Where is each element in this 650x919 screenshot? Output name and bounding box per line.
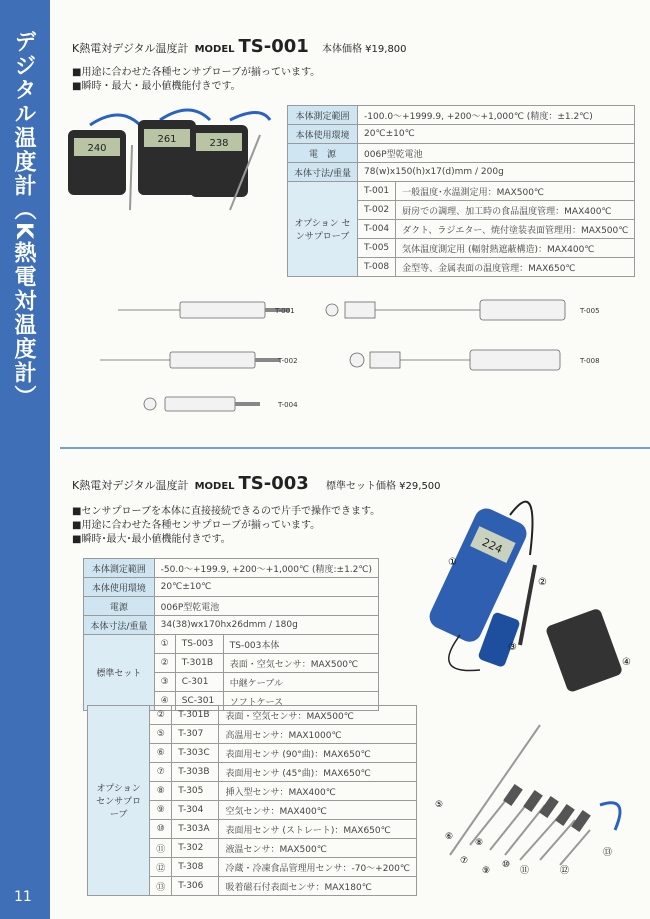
model-name: TS-001: [238, 36, 309, 57]
table-cell: 空気センサ：MAX400℃: [219, 801, 417, 820]
table-row: [288, 163, 635, 182]
marker-label: ③: [508, 642, 517, 653]
table-cell: 高温用センサ：MAX1000℃: [219, 725, 417, 744]
table-cell: 電源: [84, 597, 155, 616]
drawing-part: [100, 300, 565, 411]
table-cell: ③: [154, 673, 175, 692]
marker-label: ⑥: [445, 832, 454, 842]
bullet: ■用途に合わせた各種センサプローブが揃っています。: [72, 67, 321, 78]
marker-label: ②: [538, 577, 547, 588]
ts001-meters-photo: [60, 105, 280, 215]
table-cell: T-303C: [172, 744, 219, 763]
table-cell: 表面・空気センサ：MAX500℃: [223, 654, 378, 673]
table-cell: T-304: [172, 801, 219, 820]
table-row: [288, 106, 635, 125]
table-cell: 表面・空気センサ：MAX500℃: [219, 706, 417, 725]
table-cell: 本体使用環境: [84, 578, 155, 597]
model-name: TS-003: [238, 473, 309, 494]
marker-label: ⑩: [502, 860, 511, 870]
model-label: MODEL: [194, 44, 235, 55]
table-cell: 厨房での調理、加工時の食品温度管理：MAX400℃: [396, 201, 635, 220]
table-cell: ⑨: [150, 801, 172, 820]
table-row: [288, 144, 635, 163]
marker-label: ⑫: [560, 866, 570, 876]
table-cell: ⑪: [150, 839, 172, 858]
table-cell: T-004: [358, 220, 396, 239]
probe-dimension-drawings: [60, 280, 650, 430]
table-cell: 気体温度測定用 (輻射熱遮蔽構造)：MAX400℃: [396, 239, 635, 258]
diagram-label: T-001: [275, 307, 295, 315]
table-cell: T-008: [358, 258, 396, 277]
drawing-part: [503, 784, 591, 832]
table-cell: 電 源: [288, 144, 358, 163]
table-cell: 表面用センサ (45°曲)：MAX650℃: [219, 763, 417, 782]
marker-label: ⑪: [520, 866, 530, 876]
title-prefix: K熱電対デジタル温度計: [72, 42, 189, 55]
ts001-spec-table: [287, 105, 635, 277]
marker-label: ④: [622, 657, 631, 668]
table-cell: ④: [154, 692, 175, 711]
meter-2: [138, 120, 196, 195]
ts003-set-photo: [390, 485, 650, 705]
ts001-bullets: [72, 66, 320, 94]
meter-1: [68, 130, 126, 195]
table-row: [288, 125, 635, 144]
table-cell: ⑥: [150, 744, 172, 763]
section-divider: [60, 447, 650, 449]
table-cell: 標準セット: [84, 635, 155, 711]
table-cell: 006P型乾電池: [154, 597, 378, 616]
table-row: [84, 578, 379, 597]
bullet: ■瞬時・最大・最小値機能付きです。: [72, 81, 241, 92]
diagram-label: T-008: [580, 357, 600, 365]
model-label: MODEL: [194, 481, 235, 492]
table-cell: 本体測定範囲: [84, 559, 155, 578]
table-cell: T-001: [358, 182, 396, 201]
diagram-label: T-004: [278, 401, 298, 409]
marker-label: ⑤: [435, 800, 444, 810]
side-band: [0, 0, 50, 919]
table-cell: TS-003本体: [223, 635, 378, 654]
table-row: [88, 706, 417, 725]
marker-label: ⑨: [482, 866, 491, 876]
table-cell: TS-003: [175, 635, 223, 654]
marker-label: 224: [479, 535, 505, 557]
table-cell: C-301: [175, 673, 223, 692]
marker-label: ⑬: [603, 848, 613, 858]
ts003-spec-table: [83, 558, 379, 711]
table-cell: 吸着磁石付表面センサ：MAX180℃: [219, 877, 417, 896]
ts003-probes-photo: [420, 715, 645, 885]
table-cell: T-305: [172, 782, 219, 801]
table-cell: T-308: [172, 858, 219, 877]
table-cell: 金型等、金属表面の温度管理：MAX650℃: [396, 258, 635, 277]
table-cell: 冷蔵・冷凍食品管理用センサ：-70～+200℃: [219, 858, 417, 877]
table-cell: T-301B: [175, 654, 223, 673]
table-row: [288, 182, 635, 201]
marker-label: 261: [157, 134, 177, 145]
table-cell: T-302: [172, 839, 219, 858]
table-cell: 78(w)x150(h)x17(d)mm / 200g: [358, 163, 635, 182]
ts003-option-table: [87, 705, 417, 896]
marker-label: ⑦: [460, 856, 469, 866]
table-cell: -100.0～+1999.9, +200～+1,000℃ (精度：±1.2℃): [358, 106, 635, 125]
table-cell: 中継ケーブル: [223, 673, 378, 692]
table-cell: ②: [150, 706, 172, 725]
table-cell: T-301B: [172, 706, 219, 725]
ts001-price: 本体価格 ¥19,800: [322, 44, 407, 55]
table-cell: 挿入型センサ：MAX400℃: [219, 782, 417, 801]
title-prefix: K熱電対デジタル温度計: [72, 479, 189, 492]
table-row: [84, 616, 379, 635]
table-cell: 本体測定範囲: [288, 106, 358, 125]
ts001-title: [72, 36, 309, 57]
marker-label: 240: [87, 143, 107, 154]
marker-label: ⑧: [475, 838, 484, 848]
table-cell: 一般温度･水温測定用：MAX500℃: [396, 182, 635, 201]
page-number: 11: [14, 889, 32, 905]
table-cell: 20℃±10℃: [154, 578, 378, 597]
table-cell: ⑬: [150, 877, 172, 896]
table-row: [84, 597, 379, 616]
table-cell: ⑦: [150, 763, 172, 782]
table-cell: T-303B: [172, 763, 219, 782]
table-cell: オプション センサプローブ: [88, 706, 150, 896]
diagram-label: T-005: [580, 307, 600, 315]
bullet: ■瞬時･最大･最小値機能付きです。: [72, 534, 231, 545]
diagram-label: T-002: [278, 357, 298, 365]
bullet: ■センサプローブを本体に直接接続できるので片手で操作できます。: [72, 506, 381, 517]
table-cell: 本体寸法/重量: [288, 163, 358, 182]
table-cell: -50.0～+199.9, +200～+1,000℃ (精度:±1.2℃): [154, 559, 378, 578]
ts003-bullets: [72, 505, 380, 547]
marker-label: ①: [448, 557, 457, 568]
table-cell: ソフトケース: [223, 692, 378, 711]
table-cell: T-005: [358, 239, 396, 258]
marker-label: 238: [209, 138, 229, 149]
table-cell: 表面用センサ (90°曲)：MAX650℃: [219, 744, 417, 763]
table-row: [84, 635, 379, 654]
ts003-title: [72, 473, 309, 494]
table-cell: T-002: [358, 201, 396, 220]
table-cell: 20℃±10℃: [358, 125, 635, 144]
table-cell: ⑤: [150, 725, 172, 744]
table-cell: T-307: [172, 725, 219, 744]
table-cell: T-306: [172, 877, 219, 896]
table-cell: 34(38)wx170hx26dmm / 180g: [154, 616, 378, 635]
table-cell: ⑫: [150, 858, 172, 877]
bullet: ■用途に合わせた各種センサプローブが揃っています。: [72, 520, 321, 531]
drawing-part: [450, 725, 590, 865]
table-cell: ⑧: [150, 782, 172, 801]
table-cell: ダクト、ラジエター、焼付塗装表面管理用：MAX500℃: [396, 220, 635, 239]
table-row: [84, 559, 379, 578]
table-cell: ⑩: [150, 820, 172, 839]
table-cell: 006P型乾電池: [358, 144, 635, 163]
table-cell: SC-301: [175, 692, 223, 711]
ts003-price: 標準セット価格 ¥29,500: [326, 481, 441, 492]
table-cell: 本体使用環境: [288, 125, 358, 144]
table-cell: T-303A: [172, 820, 219, 839]
table-cell: 液温センサ：MAX500℃: [219, 839, 417, 858]
table-cell: ②: [154, 654, 175, 673]
side-title: デジタル温度計（K熱電対温度計）: [11, 30, 36, 410]
table-cell: ①: [154, 635, 175, 654]
table-cell: 表面用センサ (ストレート)：MAX650℃: [219, 820, 417, 839]
table-cell: 本体寸法/重量: [84, 616, 155, 635]
table-cell: オプション センサプローブ: [288, 182, 358, 277]
